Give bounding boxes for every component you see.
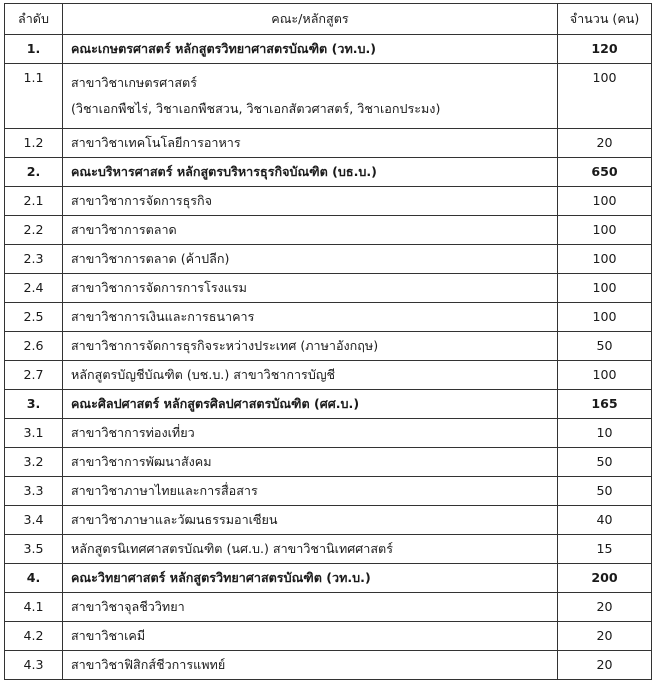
row-order: 2.4 [5, 274, 63, 303]
program-row [5, 187, 652, 216]
row-name-cell: สาขาวิชาการจัดการธุรกิจระหว่างประเทศ (ภาษาอังกฤษ) [63, 332, 558, 361]
faculty-row [5, 35, 652, 64]
row-order: 3.5 [5, 535, 63, 564]
program-row [5, 129, 652, 158]
row-name-cell: คณะเกษตรศาสตร์ หลักสูตรวิทยาศาสตรบัณฑิต (วท.บ.) [63, 35, 558, 64]
row-order: 4.1 [5, 593, 63, 622]
row-count: 100 [558, 216, 652, 245]
row-name-cell: สาขาวิชาฟิสิกส์ชีวการแพทย์ [63, 651, 558, 680]
row-order: 3.3 [5, 477, 63, 506]
row-count: 120 [558, 35, 652, 64]
program-row [5, 477, 652, 506]
program-row [5, 593, 652, 622]
row-count: 40 [558, 506, 652, 535]
row-name-cell: คณะศิลปศาสตร์ หลักสูตรศิลปศาสตรบัณฑิต (ศศ.บ.) [63, 390, 558, 419]
program-row [5, 535, 652, 564]
row-count: 20 [558, 129, 652, 158]
row-order: 2.7 [5, 361, 63, 390]
program-row [5, 506, 652, 535]
row-count: 50 [558, 477, 652, 506]
row-order: 2.1 [5, 187, 63, 216]
table-header [5, 4, 652, 35]
row-count: 100 [558, 64, 652, 129]
row-order: 2.3 [5, 245, 63, 274]
row-name-cell: สาขาวิชาเคมี [63, 622, 558, 651]
row-name-cell: สาขาวิชาการพัฒนาสังคม [63, 448, 558, 477]
row-name-cell: สาขาวิชาจุลชีววิทยา [63, 593, 558, 622]
program-row [5, 245, 652, 274]
row-order: 4.3 [5, 651, 63, 680]
table-body [5, 35, 652, 680]
row-name-cell: สาขาวิชาภาษาและวัฒนธรรมอาเซียน [63, 506, 558, 535]
row-count: 100 [558, 361, 652, 390]
row-count: 15 [558, 535, 652, 564]
row-count: 50 [558, 448, 652, 477]
header-row [5, 4, 652, 35]
program-row [5, 419, 652, 448]
header-order: ลำดับ [5, 4, 63, 35]
row-count: 20 [558, 622, 652, 651]
row-count: 100 [558, 274, 652, 303]
row-order: 4.2 [5, 622, 63, 651]
row-name-cell: คณะบริหารศาสตร์ หลักสูตรบริหารธุรกิจบัณฑิต (บธ.บ.) [63, 158, 558, 187]
program-row [5, 651, 652, 680]
row-count: 10 [558, 419, 652, 448]
program-row [5, 274, 652, 303]
row-order: 2.2 [5, 216, 63, 245]
program-row [5, 216, 652, 245]
row-count: 200 [558, 564, 652, 593]
row-name-cell: สาขาวิชาเทคโนโลยีการอาหาร [63, 129, 558, 158]
header-count: จำนวน (คน) [558, 4, 652, 35]
row-order: 1.1 [5, 64, 63, 129]
row-name-cell: สาขาวิชาการเงินและการธนาคาร [63, 303, 558, 332]
row-order: 1. [5, 35, 63, 64]
program-row [5, 303, 652, 332]
row-order: 3.1 [5, 419, 63, 448]
row-name-cell: สาขาวิชาภาษาไทยและการสื่อสาร [63, 477, 558, 506]
row-name: สาขาวิชาเกษตรศาสตร์ [71, 75, 197, 90]
admission-table-container [4, 3, 652, 680]
row-name-cell: หลักสูตรนิเทศศาสตรบัณฑิต (นศ.บ.) สาขาวิชานิเทศศาสตร์ [63, 535, 558, 564]
row-order: 3. [5, 390, 63, 419]
row-order: 3.2 [5, 448, 63, 477]
program-row [5, 332, 652, 361]
row-order: 1.2 [5, 129, 63, 158]
row-name-cell: สาขาวิชาการตลาด [63, 216, 558, 245]
row-name-cell: สาขาวิชาการท่องเที่ยว [63, 419, 558, 448]
row-name-cell: สาขาวิชาการตลาด (ค้าปลีก) [63, 245, 558, 274]
row-order: 3.4 [5, 506, 63, 535]
admission-quota-table [4, 3, 652, 680]
faculty-row [5, 390, 652, 419]
program-row [5, 622, 652, 651]
row-count: 650 [558, 158, 652, 187]
faculty-row [5, 564, 652, 593]
row-count: 20 [558, 651, 652, 680]
row-count: 100 [558, 245, 652, 274]
row-count: 100 [558, 187, 652, 216]
row-name-cell: คณะวิทยาศาสตร์ หลักสูตรวิทยาศาสตรบัณฑิต (วท.บ.) [63, 564, 558, 593]
row-name-detail: (วิชาเอกพืชไร่, วิชาเอกพืชสวน, วิชาเอกสัตวศาสตร์, วิชาเอกประมง) [71, 101, 441, 116]
row-name-cell: หลักสูตรบัญชีบัณฑิต (บช.บ.) สาขาวิชาการบัญชี [63, 361, 558, 390]
row-count: 20 [558, 593, 652, 622]
faculty-row [5, 158, 652, 187]
row-count: 100 [558, 303, 652, 332]
program-row [5, 361, 652, 390]
row-order: 2.6 [5, 332, 63, 361]
row-name-cell: สาขาวิชาการจัดการธุรกิจ [63, 187, 558, 216]
row-order: 4. [5, 564, 63, 593]
row-count: 165 [558, 390, 652, 419]
program-row [5, 64, 652, 129]
row-order: 2.5 [5, 303, 63, 332]
row-name-cell: สาขาวิชาการจัดการการโรงแรม [63, 274, 558, 303]
header-faculty-program: คณะ/หลักสูตร [63, 4, 558, 35]
row-order: 2. [5, 158, 63, 187]
row-name-cell [63, 64, 558, 129]
program-row [5, 448, 652, 477]
row-count: 50 [558, 332, 652, 361]
